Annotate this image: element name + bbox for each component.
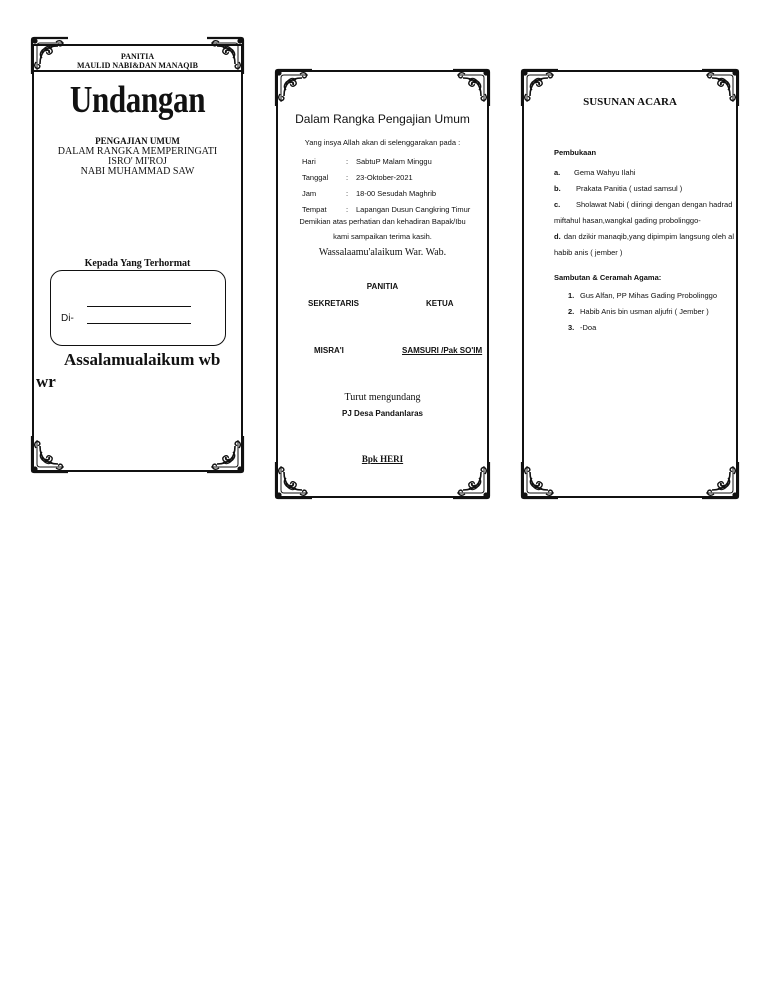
program-heading: SUSUNAN ACARA [583,96,677,108]
corner-ornament-icon [449,458,493,502]
list-item: a. Gema Wahyu Ilahi [554,168,636,177]
list-item-continuation: habib anis ( jember ) [554,248,623,257]
co-inviter-heading: Turut mengundang [344,392,421,403]
panitia-label: PANITIA [120,52,155,61]
secretary-label: SEKRETARIS [308,299,359,308]
details-heading: Dalam Rangka Pengajian Umum [295,112,470,126]
corner-ornament-icon [272,458,316,502]
schedule-row-tanggal: Tanggal : 23-Oktober-2021 [302,173,413,182]
cover-subtitle-2: DALAM RANGKA MEMPERINGATI [57,146,218,157]
list-item: c. Sholawat Nabi ( diiringi dengan dengan hadrad [554,200,733,209]
details-panel [276,70,489,498]
program-panel [522,70,738,498]
opening-list [554,165,734,261]
di-label: Di- [61,313,74,324]
closing-line-1: Demikian atas perhatian dan kehadiran Bapak/Ibu [299,217,466,226]
cover-subtitle-1: PENGAJIAN UMUM [95,136,180,146]
list-item-continuation: miftahul hasan,wangkal gading probolinggo- [554,216,701,225]
corner-ornament-icon [28,432,72,476]
list-item: 2. Habib Anis bin usman aljufri ( Jember ) [568,307,709,316]
schedule-table [302,154,470,218]
schedule-row-tempat: Tempat : Lapangan Dusun Cangkring Timur [302,205,471,214]
list-item: 1. Gus Alfan, PP Mihas Gading Probolinggo [568,291,718,300]
cover-subtitle-3: ISRO' MI'ROJ [108,156,167,167]
chairman-name: SAMSURI /Pak SO'IM [402,346,483,355]
corner-ornament-icon [449,66,493,110]
corner-ornament-icon [203,432,247,476]
list-item: d. dan dzikir manaqib,yang dipimpim langsung oleh al [554,232,734,241]
corner-ornament-icon [698,458,742,502]
chairman-label: KETUA [426,299,454,308]
opening-section-title: Pembukaan [554,148,597,157]
list-item: 3. -Doa [568,323,597,332]
recipient-box [50,270,226,346]
intro-text: Yang insya Allah akan di selenggarakan pada : [304,138,461,147]
corner-ornament-icon [518,458,562,502]
committee-heading: PANITIA [366,282,399,291]
village-official: PJ Desa Pandanlaras [342,409,423,418]
greeting-line-2: wr [36,372,56,391]
speaker-list [568,288,717,336]
cover-panel [32,44,243,472]
secretary-name: MISRA'I [314,346,344,355]
wassalam-text: Wassalaamu'alaikum War. Wab. [318,247,447,258]
schedule-row-jam: Jam : 18-00 Sesudah Maghrib [302,189,437,198]
recipient-name-line [87,306,191,307]
header-divider [34,70,241,72]
org-name: MAULID NABI&DAN MANAQIB [77,61,198,70]
cover-subtitle-4: NABI MUHAMMAD SAW [80,166,195,177]
closing-line-2: kami sampaikan terima kasih. [333,232,432,241]
recipient-address-line [87,323,191,324]
corner-ornament-icon [272,66,316,110]
official-name: Bpk HERI [361,454,404,464]
list-item: b. Prakata Panitia ( ustad samsul ) [554,184,683,193]
cover-title: Undangan [69,79,206,121]
recipient-heading: Kepada Yang Terhormat [84,258,191,269]
greeting-line-1: Assalamualaikum wb [64,350,221,369]
speech-section-title: Sambutan & Ceramah Agama: [554,273,662,282]
schedule-row-hari: Hari : SabtuP Malam Minggu [302,157,432,166]
